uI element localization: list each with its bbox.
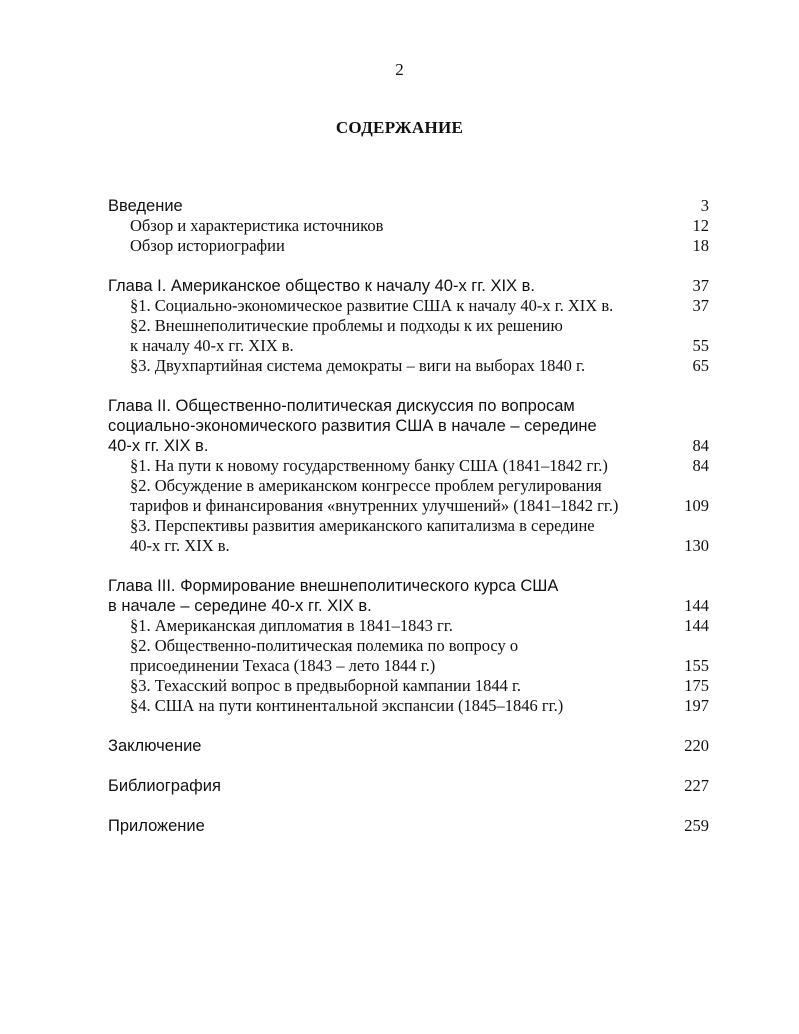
toc-ch2-section-2-page: 109 [684,496,709,515]
toc-ch3-section-3: §3. Техасский вопрос в предвыборной кампании 1844 г. [130,676,521,695]
toc-chapter-2-line3: 40-х гг. XIX в. [108,437,209,455]
toc-chapter-2-line2: социально-экономического развития США в начале – середине [108,417,597,435]
toc-appendix: Приложение [108,817,205,835]
toc-ch2-section-3-line1: §3. Перспективы развития американского капитализма в середине [130,516,595,535]
toc-conclusion: Заключение [108,737,202,755]
toc-ch2-section-3-line2: 40-х гг. XIX в. [130,536,230,555]
toc-ch3-section-1: §1. Американская дипломатия в 1841–1843 гг. [130,616,453,635]
toc-ch3-section-3-page: 175 [684,676,709,695]
toc-intro-historiography-page: 18 [692,236,709,255]
toc-appendix-page: 259 [684,816,709,835]
toc-ch3-section-2-line1: §2. Общественно-политическая полемика по вопросу о [130,636,519,655]
toc-ch3-section-1-page: 144 [684,616,709,635]
toc-bibliography-page: 227 [684,776,709,795]
toc-intro-page: 3 [700,196,709,215]
toc-ch1-section-2-line2: к началу 40-х гг. XIX в. [130,336,294,355]
toc-intro-sources: Обзор и характеристика источников [130,216,384,235]
page-number: 2 [395,60,404,79]
toc-intro-sources-page: 12 [692,216,709,235]
toc-chapter-3-page: 144 [684,596,709,615]
toc-ch1-section-3-page: 65 [692,356,709,375]
toc-ch1-section-2-line1: §2. Внешнеполитические проблемы и подходы к их решению [130,316,563,335]
toc-ch3-section-4-page: 197 [684,696,709,715]
toc-ch3-section-2-page: 155 [684,656,709,675]
toc-intro: Введение [108,197,183,215]
toc-intro-historiography: Обзор историографии [130,236,285,255]
toc-ch3-section-2-line2: присоединении Техаса (1843 – лето 1844 г.) [130,656,436,675]
toc-chapter-1: Глава I. Американское общество к началу 40-х гг. XIX в. [108,277,535,295]
toc-ch2-section-2-line1: §2. Обсуждение в американском конгрессе проблем регулирования [130,476,602,495]
toc-chapter-2-line1: Глава II. Общественно-политическая дискуссия по вопросам [108,397,575,415]
toc-ch1-section-3: §3. Двухпартийная система демократы – виги на выборах 1840 г. [130,356,586,375]
toc-conclusion-page: 220 [684,736,709,755]
toc-ch2-section-2-line2: тарифов и финансирования «внутренних улучшений» (1841–1842 гг.) [130,496,619,515]
toc-bibliography: Библиография [108,777,221,795]
toc-chapter-3-line2: в начале – середине 40-х гг. XIX в. [108,597,372,615]
toc-ch1-section-1: §1. Социально-экономическое развитие США к началу 40-х г. XIX в. [130,296,614,315]
toc-ch3-section-4: §4. США на пути континентальной экспансии (1845–1846 гг.) [130,696,564,715]
toc-chapter-1-page: 37 [692,276,709,295]
toc-ch2-section-1: §1. На пути к новому государственному банку США (1841–1842 гг.) [130,456,608,475]
toc-chapter-2-page: 84 [692,436,709,455]
page-title: СОДЕРЖАНИЕ [335,118,464,137]
toc-chapter-3-line1: Глава III. Формирование внешнеполитического курса США [108,577,559,595]
toc-ch1-section-1-page: 37 [692,296,709,315]
toc-ch2-section-1-page: 84 [692,456,709,475]
toc-ch2-section-3-page: 130 [684,536,709,555]
toc-ch1-section-2-page: 55 [692,336,709,355]
